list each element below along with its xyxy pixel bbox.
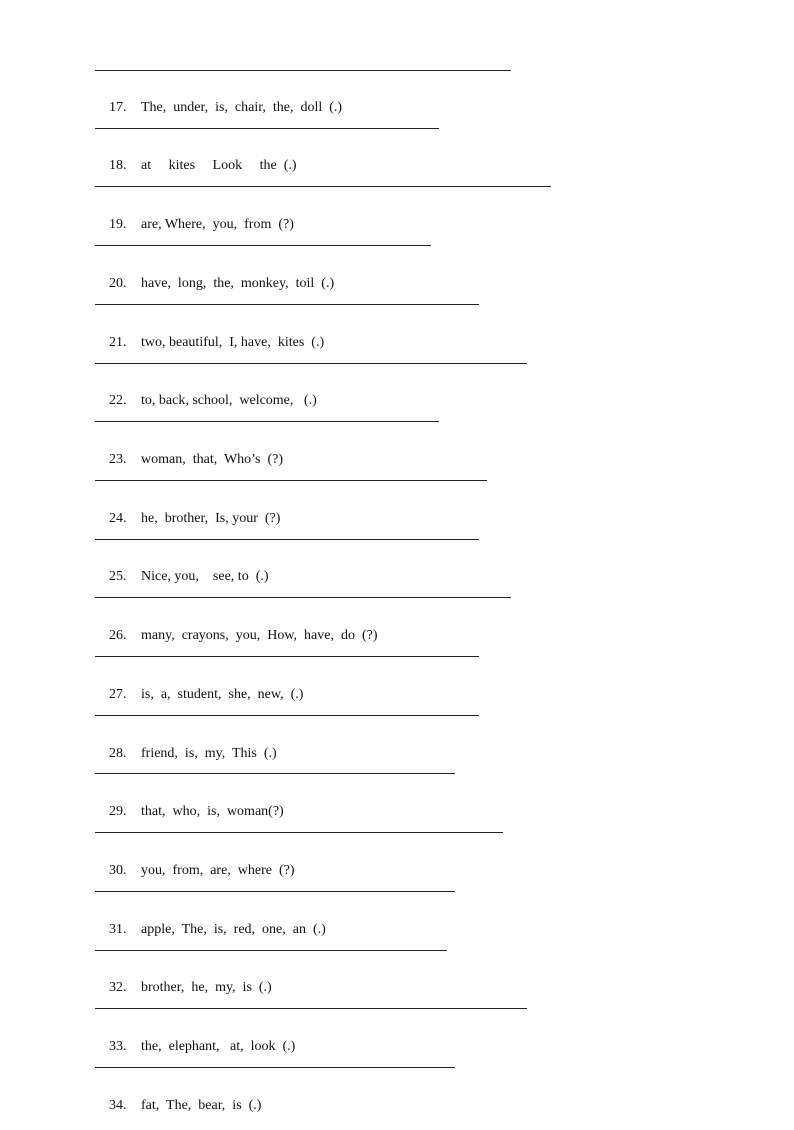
question-words: the, elephant, at, look (.) [141,1039,296,1054]
question-words: fat, The, bear, is (.) [141,1098,262,1113]
question-number: 19. [109,217,127,232]
question-26 [95,612,378,660]
question-words: apple, The, is, red, one, an (.) [141,922,326,937]
question-28 [95,730,277,778]
question-20 [95,260,334,308]
question-number: 32. [109,980,127,995]
question-words: woman, that, Who’s (?) [141,452,284,467]
question-21 [95,319,324,367]
question-30 [95,847,295,895]
question-23 [95,436,283,484]
question-words: have, long, the, monkey, toil (.) [141,276,335,291]
question-number: 17. [109,100,127,115]
question-words: friend, is, my, This (.) [141,746,277,761]
question-17 [95,84,342,132]
question-words: many, crayons, you, How, have, do (?) [141,628,378,643]
question-words: The, under, is, chair, the, doll (.) [141,100,343,115]
question-25 [95,553,269,601]
question-31 [95,906,326,954]
question-number: 27. [109,687,127,702]
question-33 [95,1023,295,1071]
question-22 [95,377,317,425]
question-number: 22. [109,393,127,408]
question-words: is, a, student, she, new, (.) [141,687,304,702]
question-number: 24. [109,511,127,526]
question-number: 31. [109,922,127,937]
question-words: to, back, school, welcome, (.) [141,393,317,408]
question-number: 33. [109,1039,127,1054]
question-words: two, beautiful, I, have, kites (.) [141,335,325,350]
question-29 [95,788,284,836]
answer-line-16 [95,70,511,71]
question-number: 21. [109,335,127,350]
question-number: 30. [109,863,127,878]
question-18 [95,142,297,190]
question-27 [95,671,303,719]
question-24 [95,495,280,543]
question-words: brother, he, my, is (.) [141,980,272,995]
question-number: 29. [109,804,127,819]
question-words: are, Where, you, from (?) [141,217,294,232]
question-words: at kites Look the (.) [141,158,297,173]
question-number: 28. [109,746,127,761]
question-number: 23. [109,452,127,467]
question-number: 20. [109,276,127,291]
question-32 [95,964,272,1012]
question-number: 34. [109,1098,127,1113]
question-words: that, who, is, woman(?) [141,804,284,819]
question-number: 25. [109,569,127,584]
question-words: he, brother, Is, your (?) [141,511,281,526]
question-words: Nice, you, see, to (.) [141,569,269,584]
question-19 [95,201,294,249]
question-number: 26. [109,628,127,643]
question-words: you, from, are, where (?) [141,863,295,878]
question-number: 18. [109,158,127,173]
